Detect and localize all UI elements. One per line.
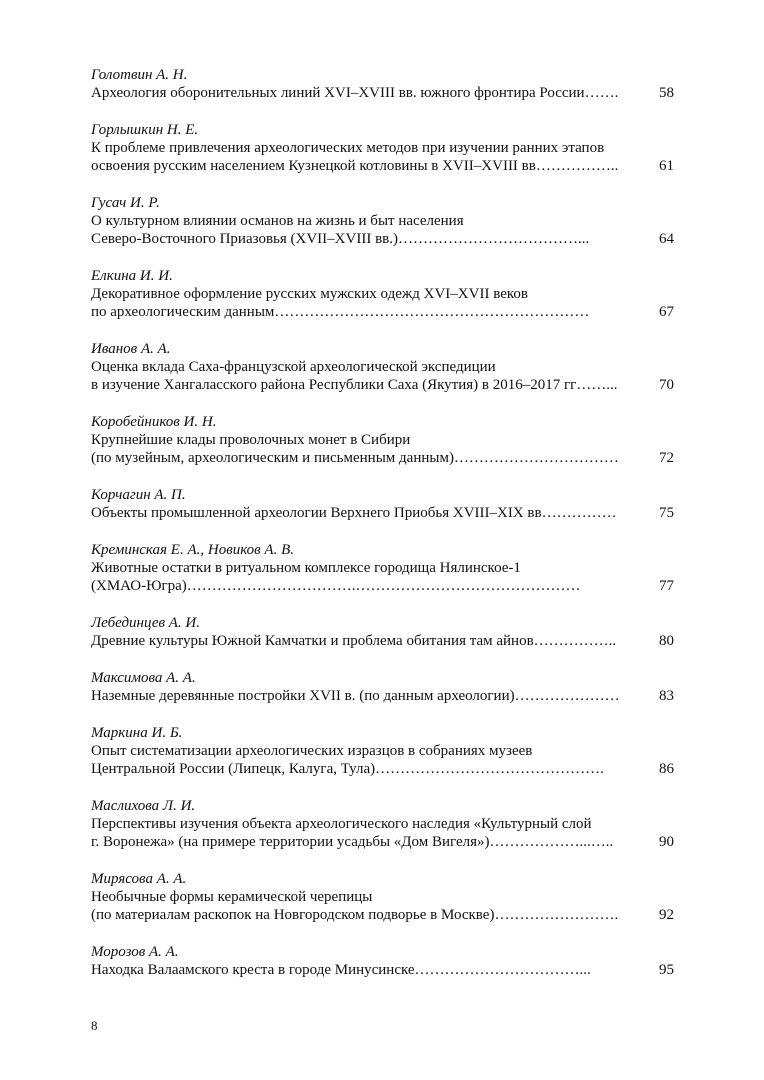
entry-author: Коробейников И. Н.: [91, 414, 217, 430]
entry-title-line: Необычные формы керамической черепицы: [91, 889, 373, 905]
toc-entry: [91, 194, 674, 248]
entry-title-line: (по материалам раскопок на Новгородском подворье в Москве)…………………….: [91, 907, 619, 923]
entry-title-line: Животные остатки в ритуальном комплексе городища Нялинское-1: [91, 560, 521, 576]
entry-author: Иванов А. А.: [91, 341, 171, 357]
entry-title-line: г. Воронежа» (на примере территории усадьбы «Дом Вигеля»)………………...…..: [91, 834, 614, 850]
entry-title-line: Находка Валаамского креста в городе Минусинске……………………………...: [91, 962, 591, 978]
entry-author: Максимова А. А.: [91, 670, 196, 686]
toc-entry: [91, 486, 674, 522]
entry-title-line: Наземные деревянные постройки XVII в. (по данным археологии)…………………: [91, 688, 620, 704]
entry-author: Маркина И. Б.: [91, 725, 183, 741]
entry-page-number: 92: [659, 907, 674, 923]
entry-title-line: Объекты промышленной археологии Верхнего Приобья XVIII–XIX вв……………: [91, 505, 617, 521]
entry-page-number: 86: [659, 761, 674, 777]
entry-page-number: 83: [659, 688, 674, 704]
entry-title-line: в изучение Хангаласского района Республики Саха (Якутия) в 2016–2017 гг……...: [91, 377, 618, 393]
entry-page-number: 90: [659, 834, 674, 850]
entry-author: Голотвин А. Н.: [91, 67, 188, 83]
entry-page-number: 75: [659, 505, 674, 521]
page-number-footer: 8: [91, 1018, 98, 1033]
entry-page-number: 67: [659, 304, 674, 320]
entry-title-line: Перспективы изучения объекта археологического наследия «Культурный слой: [91, 816, 592, 832]
toc-entry: [91, 724, 674, 778]
entry-title-line: по археологическим данным………………………………………………………: [91, 304, 590, 320]
entry-author: Гусач И. Р.: [91, 195, 160, 211]
entry-page-number: 80: [659, 633, 674, 649]
toc-entry: [91, 614, 674, 650]
toc-entry: [91, 541, 674, 595]
entry-title-line: О культурном влиянии османов на жизнь и быт населения: [91, 213, 464, 229]
entry-title-line: Археология оборонительных линий XVI–XVIII вв. южного фронтира России…….: [91, 85, 619, 101]
toc-entry: [91, 943, 674, 979]
entry-title-line: Северо-Восточного Приазовья (XVII–XVIII вв.)………………………………...: [91, 231, 590, 247]
entry-author: Горлышкин Н. Е.: [91, 122, 199, 138]
entry-author: Морозов А. А.: [91, 944, 179, 960]
entry-title-line: Крупнейшие клады проволочных монет в Сибири: [91, 432, 411, 448]
entry-page-number: 70: [659, 377, 674, 393]
toc-entry: [91, 267, 674, 321]
toc-entry: [91, 340, 674, 394]
entry-author: Корчагин А. П.: [91, 487, 186, 503]
toc-entry: [91, 121, 674, 175]
toc-entry: [91, 797, 674, 851]
toc-entry: [91, 870, 674, 924]
entry-author: Елкина И. И.: [91, 268, 173, 284]
entry-title-line: К проблеме привлечения археологических методов при изучении ранних этапов: [91, 140, 605, 156]
entry-author: Лебединцев А. И.: [91, 615, 201, 631]
entry-title-line: (ХМАО-Югра)…………………………….………………………………………: [91, 578, 581, 594]
entry-page-number: 72: [659, 450, 674, 466]
entry-page-number: 95: [659, 962, 674, 978]
toc-entry: [91, 669, 674, 705]
entry-title-line: Оценка вклада Саха-французской археологической экспедиции: [91, 359, 496, 375]
entry-page-number: 77: [659, 578, 674, 594]
entry-author: Креминская Е. А., Новиков А. В.: [91, 542, 294, 558]
entry-title-line: Декоративное оформление русских мужских одежд XVI–XVII веков: [91, 286, 528, 302]
toc-entry: [91, 66, 674, 102]
entry-title-line: (по музейным, археологическим и письменным данным)……………………………: [91, 450, 619, 466]
table-of-contents: [91, 66, 674, 998]
entry-title-line: Древние культуры Южной Камчатки и проблема обитания там айнов……………..: [91, 633, 617, 649]
entry-title-line: Опыт систематизации археологических изразцов в собраниях музеев: [91, 743, 533, 759]
entry-title-line: Центральной России (Липецк, Калуга, Тула)……………………………………….: [91, 761, 604, 777]
toc-entry: [91, 413, 674, 467]
entry-title-line: освоения русским населением Кузнецкой котловины в XVII–XVIII вв……………..: [91, 158, 619, 174]
entry-page-number: 64: [659, 231, 674, 247]
entry-page-number: 61: [659, 158, 674, 174]
entry-author: Мирясова А. А.: [91, 871, 187, 887]
entry-page-number: 58: [659, 85, 674, 101]
entry-author: Маслихова Л. И.: [91, 798, 196, 814]
